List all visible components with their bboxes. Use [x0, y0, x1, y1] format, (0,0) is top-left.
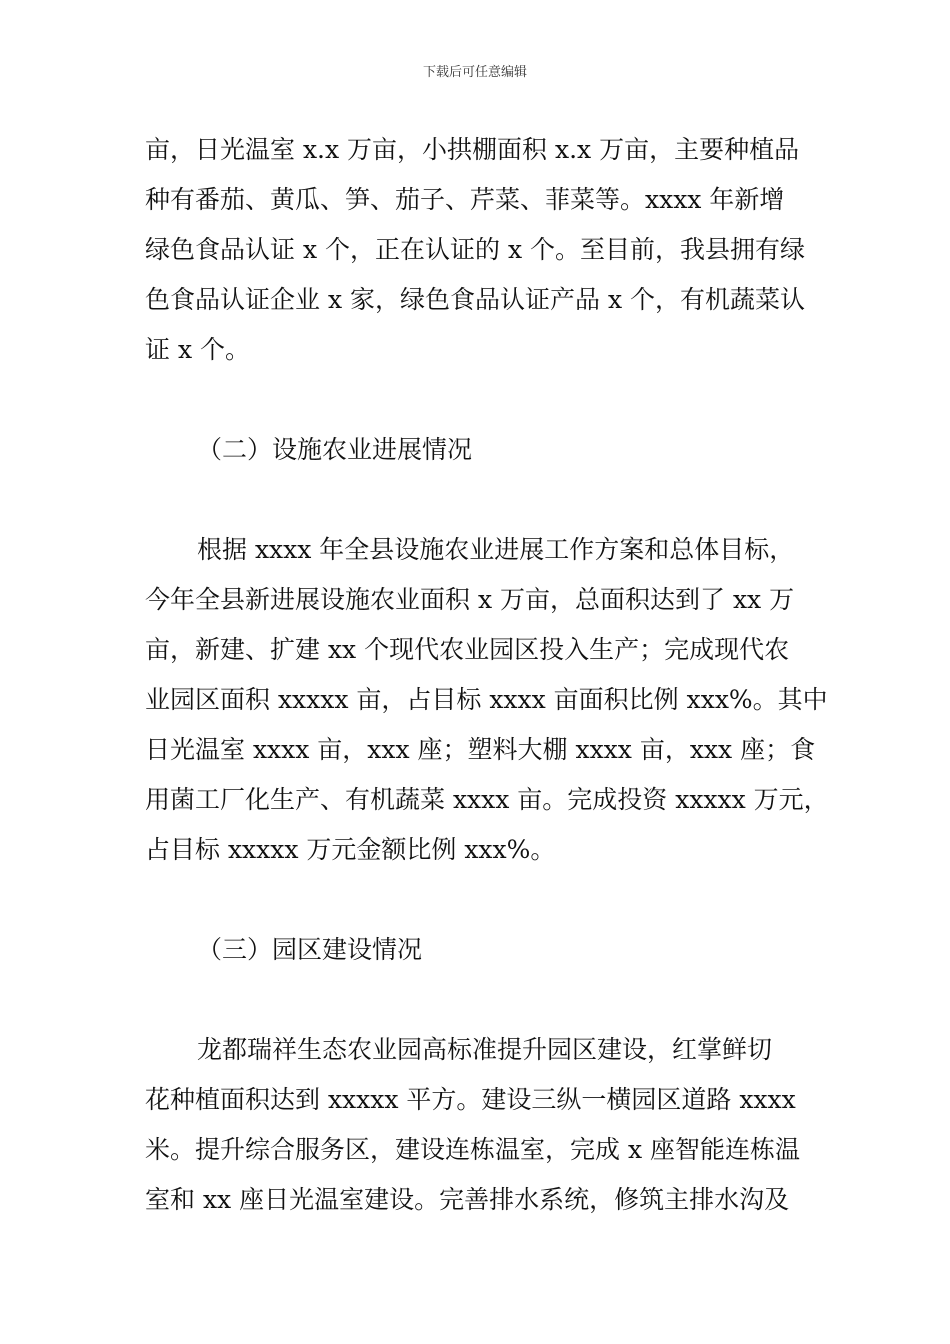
text-line: 花种植面积达到 xxxxx 平方。建设三纵一横园区道路 xxxx: [145, 1085, 796, 1114]
text-line: 日光温室 xxxx 亩，xxx 座；塑料大棚 xxxx 亩，xxx 座；食: [145, 735, 816, 764]
paragraph-2: [145, 525, 829, 875]
paragraph-1: [145, 125, 817, 375]
text-line: 绿色食品认证 x 个，正在认证的 x 个。至目前，我县拥有绿: [145, 235, 805, 264]
text-line: 占目标 xxxxx 万元金额比例 xxx%。: [145, 835, 556, 864]
text-line: 亩，新建、扩建 xx 个现代农业园区投入生产；完成现代农: [145, 635, 790, 664]
text-line: 室和 xx 座日光温室建设。完善排水系统，修筑主排水沟及: [145, 1185, 790, 1214]
text-line: 业园区面积 xxxxx 亩，占目标 xxxx 亩面积比例 xxx%。其中: [145, 685, 828, 714]
text-line: 色食品认证企业 x 家，绿色食品认证产品 x 个，有机蔬菜认: [145, 285, 805, 314]
text-line: 根据 xxxx 年全县设施农业进展工作方案和总体目标，: [197, 535, 795, 564]
text-line: 今年全县新进展设施农业面积 x 万亩，总面积达到了 xx 万: [145, 585, 795, 614]
text-line: 米。提升综合服务区，建设连栋温室，完成 x 座智能连栋温: [145, 1135, 800, 1164]
section-heading-3: （三）园区建设情况: [197, 935, 423, 964]
text-line: 亩，日光温室 x.x 万亩，小拱棚面积 x.x 万亩，主要种植品: [145, 135, 800, 164]
text-line: 种有番茄、黄瓜、笋、茄子、芹菜、菲菜等。xxxx 年新增: [145, 185, 785, 214]
text-line: 龙都瑞祥生态农业园高标准提升园区建设，红掌鲜切: [197, 1035, 773, 1064]
section-heading-2: （二）设施农业进展情况: [197, 435, 473, 464]
blank-line: [145, 475, 817, 525]
blank-line: [145, 375, 817, 425]
paragraph-3: [145, 1025, 817, 1225]
blank-line: [145, 975, 817, 1025]
text-line: 证 x 个。: [145, 335, 250, 364]
document-body: [145, 125, 829, 1225]
blank-line: [145, 875, 817, 925]
text-line: 用菌工厂化生产、有机蔬菜 xxxx 亩。完成投资 xxxxx 万元，: [145, 785, 829, 814]
page-header-note: 下载后可任意编辑: [422, 65, 527, 80]
